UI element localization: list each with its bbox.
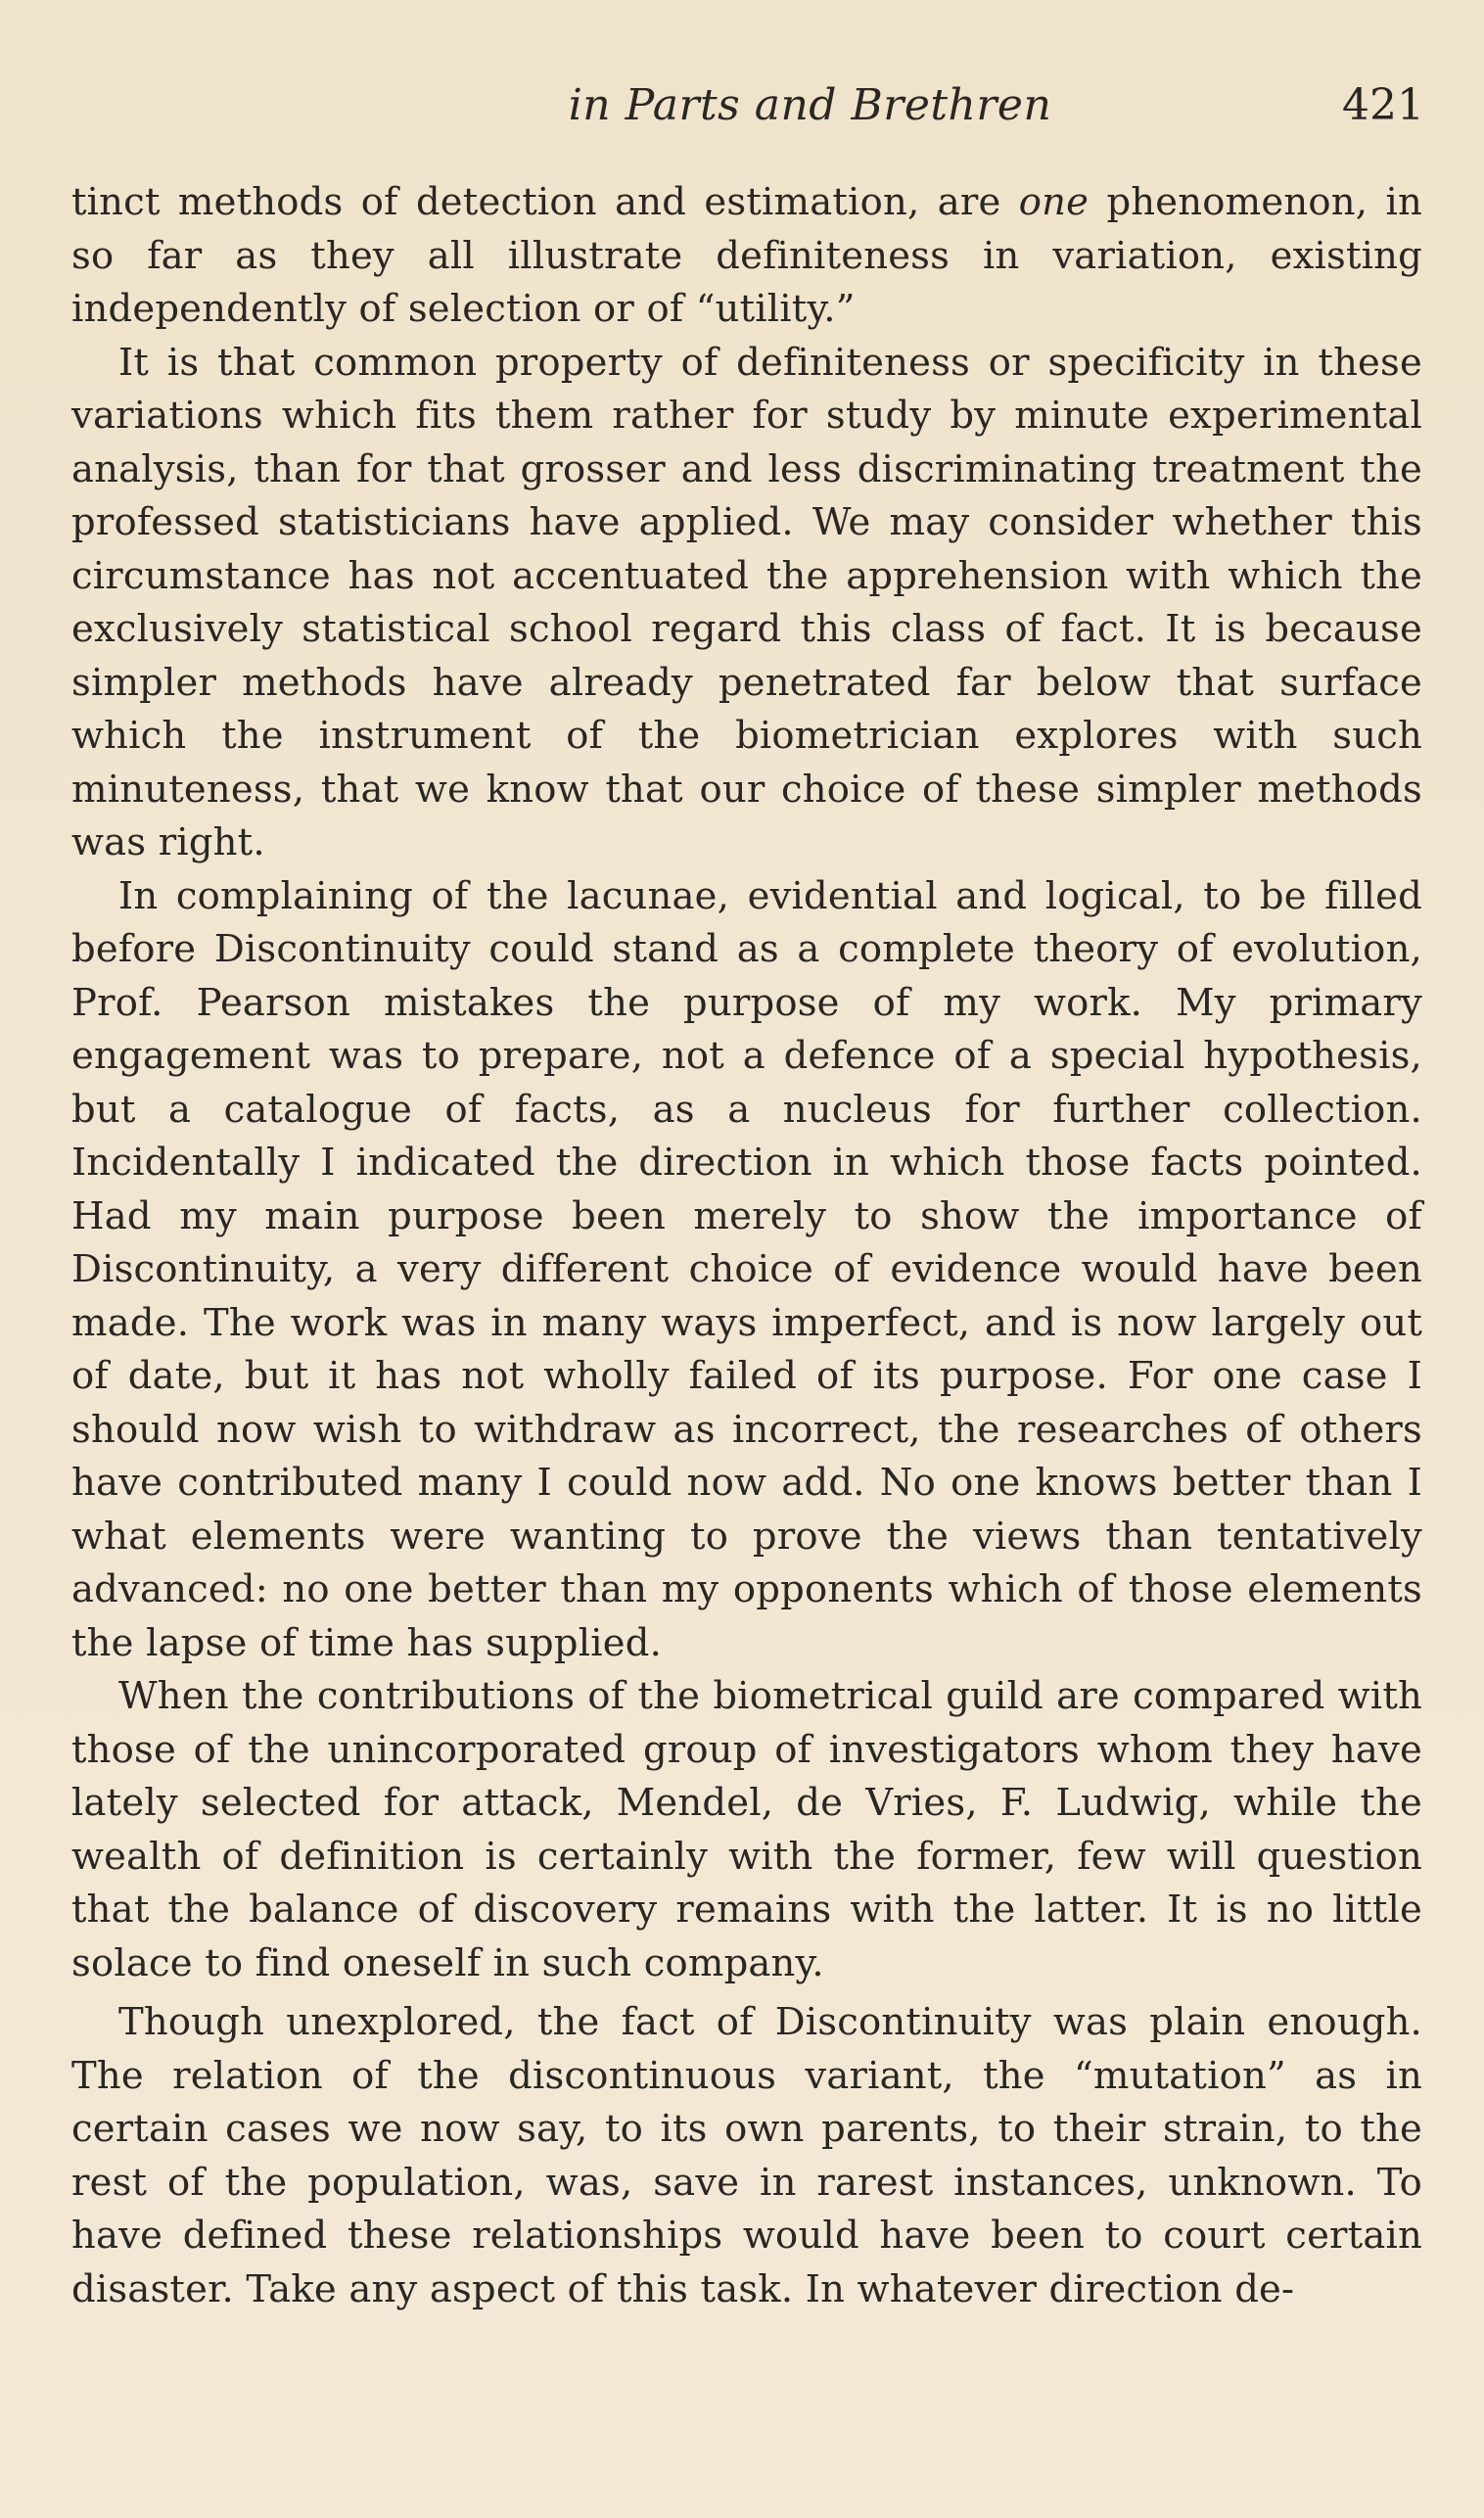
running-title: in Parts and Brethren — [568, 80, 1052, 130]
paragraph-3: In complaining of the lacunae, evidential and logical, to be filled before Discontinuity could stand as a complete theory of evolution, Prof. Pearson mistakes the purpose of my work. My primary engagement was to prepare, not a defence of a special hypothesis, but a catalogue of facts, as a nucleus for further collection. Incidentally I indicated the direction in which those facts pointed. Had my main purpose been merely to show the importance of Discontinuity, a very different choice of evidence would have been made. The work was in many ways imperfect, and is now largely out of date, but it has not wholly failed of its purpose. For one case I should now wish to withdraw as incorrect, the researches of others have contributed many I could now add. No one knows better than I what elements were wanting to prove the views than tentatively advanced: no one better than my opponents which of those elements the lapse of time has supplied. — [71, 873, 1422, 1665]
body-text — [71, 176, 1422, 2316]
paragraph-1 — [71, 176, 1422, 337]
page-number: 421 — [1342, 80, 1424, 130]
paragraph-5: Though unexplored, the fact of Discontinuity was plain enough. The relation of the discontinuous variant, the “mutation” as in certain cases we now say, to its own parents, to their strain, to the rest of the population, was, save in rarest instances, unknown. To have defined these relationships would have been to court certain disaster. Take any aspect of this task. In whatever direction de- — [71, 2000, 1422, 2311]
paragraph-2: It is that common property of definiteness or specificity in these variations which fits them rather for study by minute experimental analysis, than for that grosser and less discriminating treatment the professed statisticians have applied. We may consider whether this circumstance has not accentuated the apprehension with which the exclusively statistical school regard this class of fact. It is because simpler methods have already penetrated far below that surface which the instrument of the biometrician explores with such minuteness, that we know that our choice of these simpler methods was right. — [71, 340, 1422, 864]
page-header — [69, 80, 1424, 149]
paragraph-1-emphasis: one — [1018, 180, 1090, 224]
paragraph-1-after: phenomenon, in so far as they all illustrate definiteness in variation, existing independently of selection or of “utility.” — [71, 180, 1422, 331]
paragraph-4: When the contributions of the biometrical guild are compared with those of the unincorporated group of investigators whom they have lately selected for attack, Mendel, de Vries, F. Ludwig, while the wealth of definition is certainly with the former, few will question that the balance of discovery remains with the latter. It is no little solace to find oneself in such company. — [71, 1674, 1422, 1985]
paragraph-1-before: tinct methods of detection and estimation, are — [71, 180, 1019, 224]
